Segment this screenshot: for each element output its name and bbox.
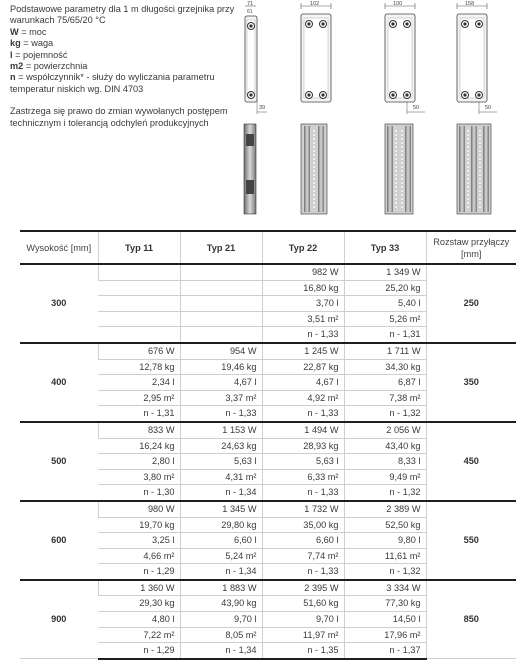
spacing-cell: 550 [426,501,516,580]
spacing-cell: 850 [426,580,516,659]
height-cell: 900 [20,580,98,659]
value-cell: n - 1,32 [344,564,426,580]
value-cell [98,264,180,280]
value-cell: 5,63 l [262,454,344,470]
value-cell: 29,30 kg [98,596,180,612]
legend-key: m2 [10,61,24,72]
value-cell: 3,80 m² [98,469,180,485]
value-cell: 4,80 l [98,612,180,628]
header-type33: Typ 33 [344,231,426,264]
notes-intro: Podstawowe parametry dla 1 m długości grzejnika przy warunkach 75/65/20 °C [10,4,235,26]
value-cell: 1 349 W [344,264,426,280]
radiator-diagrams [235,0,531,222]
header-type22: Typ 22 [262,231,344,264]
legend-key: W [10,26,19,37]
value-cell: 28,93 kg [262,438,344,454]
header-spacing: Rozstaw przyłączy [mm] [426,231,516,264]
value-cell: 2 056 W [344,422,426,438]
value-cell: 2,80 l [98,454,180,470]
legend-item [10,50,235,61]
value-cell: n - 1,34 [180,485,262,501]
height-cell: 500 [20,422,98,501]
value-cell: 9,70 l [180,612,262,628]
value-cell [180,296,262,312]
value-cell: 3,70 l [262,296,344,312]
value-cell: 5,24 m² [180,548,262,564]
value-cell: 9,70 l [262,612,344,628]
legend-item [10,38,235,49]
notes-disclaimer: Zastrzega się prawo do zmian wywołanych postępem technicznym i tolerancją odchyleń produkcyjnych [10,106,228,128]
parameters-notes [10,4,235,129]
type22-front-diagram [385,1,425,114]
value-cell: n - 1,34 [180,643,262,659]
value-cell: 35,00 kg [262,517,344,533]
type21-front-diagram [301,1,331,102]
legend-list [10,27,235,95]
value-cell: 19,70 kg [98,517,180,533]
value-cell: n - 1,30 [98,485,180,501]
value-cell: 24,63 kg [180,438,262,454]
dim-t21-top: 102 [310,1,320,7]
height-cell: 400 [20,343,98,422]
legend-key: n [10,72,16,83]
value-cell: 11,97 m² [262,627,344,643]
value-cell: 2 389 W [344,501,426,517]
value-cell: 52,50 kg [344,517,426,533]
value-cell: 4,67 l [180,375,262,391]
type11-side-section [244,124,256,214]
value-cell: n - 1,31 [344,327,426,343]
dim-t22-side: 50 [413,105,420,111]
value-cell: n - 1,29 [98,564,180,580]
table-header-row [20,231,516,264]
value-cell: 7,74 m² [262,548,344,564]
value-cell [98,311,180,327]
legend-desc: = powierzchnia [23,61,88,72]
value-cell: 1 360 W [98,580,180,596]
dim-t11-top: 71 [247,1,254,7]
value-cell: 25,20 kg [344,280,426,296]
value-cell: 11,61 m² [344,548,426,564]
value-cell: 2,34 l [98,375,180,391]
value-cell: 954 W [180,343,262,359]
height-cell: 600 [20,501,98,580]
value-cell: 29,80 kg [180,517,262,533]
value-cell: 8,05 m² [180,627,262,643]
value-cell [180,311,262,327]
type21-side-section [301,124,327,214]
value-cell: 51,60 kg [262,596,344,612]
value-cell [180,264,262,280]
table-row [20,580,516,596]
legend-desc: = pojemność [12,49,68,60]
value-cell: 1 494 W [262,422,344,438]
table-body [20,264,516,659]
value-cell: 14,50 l [344,612,426,628]
value-cell: 4,66 m² [98,548,180,564]
value-cell: 34,30 kg [344,359,426,375]
dim-t33-top: 158 [465,1,475,7]
type11-front-diagram [245,1,267,114]
value-cell: 833 W [98,422,180,438]
value-cell: 6,60 l [180,533,262,549]
value-cell: 3,25 l [98,533,180,549]
value-cell: n - 1,33 [180,406,262,422]
dim-t22-top: 100 [393,1,403,7]
value-cell: 4,67 l [262,375,344,391]
type22-side-section [385,124,413,214]
value-cell: 77,30 kg [344,596,426,612]
value-cell: 8,33 l [344,454,426,470]
value-cell: n - 1,33 [262,485,344,501]
value-cell: 1 883 W [180,580,262,596]
type33-side-section [457,124,491,214]
value-cell: 19,46 kg [180,359,262,375]
value-cell [98,280,180,296]
value-cell: 4,92 m² [262,390,344,406]
header-type11: Typ 11 [98,231,180,264]
value-cell: 980 W [98,501,180,517]
value-cell: n - 1,33 [262,327,344,343]
value-cell: 5,26 m² [344,311,426,327]
legend-desc: = współczynnik* - służy do wyliczania parametru temperatur niskich wg. DIN 4703 [10,72,215,94]
value-cell [180,327,262,343]
dim-t11-inner: 61 [247,9,253,15]
value-cell: 2 395 W [262,580,344,596]
value-cell: n - 1,33 [262,406,344,422]
legend-desc: = moc [18,26,47,37]
value-cell: 1 732 W [262,501,344,517]
value-cell: 12,78 kg [98,359,180,375]
value-cell: 3,51 m² [262,311,344,327]
value-cell: 6,87 l [344,375,426,391]
table-row [20,264,516,280]
value-cell: n - 1,29 [98,643,180,659]
spacing-cell: 250 [426,264,516,343]
legend-desc: = waga [20,38,54,49]
table-row [20,343,516,359]
value-cell: 43,90 kg [180,596,262,612]
spacing-cell: 450 [426,422,516,501]
value-cell: 16,24 kg [98,438,180,454]
value-cell: n - 1,33 [262,564,344,580]
legend-key: kg [10,38,21,49]
value-cell: n - 1,37 [344,643,426,659]
value-cell: n - 1,31 [98,406,180,422]
value-cell: 5,40 l [344,296,426,312]
value-cell: n - 1,35 [262,643,344,659]
value-cell: 7,38 m² [344,390,426,406]
value-cell [180,280,262,296]
table-row [20,501,516,517]
type33-front-diagram [457,1,497,114]
height-cell: 300 [20,264,98,343]
value-cell: 1 345 W [180,501,262,517]
radiator-spec-table [20,230,516,660]
value-cell: 3 334 W [344,580,426,596]
value-cell: 3,37 m² [180,390,262,406]
dim-t11-side: 39 [259,105,266,111]
value-cell [98,296,180,312]
value-cell: 43,40 kg [344,438,426,454]
value-cell: 22,87 kg [262,359,344,375]
value-cell: 5,63 l [180,454,262,470]
table-row [20,422,516,438]
value-cell: 16,80 kg [262,280,344,296]
value-cell: 2,95 m² [98,390,180,406]
legend-key: l [10,49,13,60]
spacing-cell: 350 [426,343,516,422]
legend-item [10,72,235,95]
value-cell: n - 1,34 [180,564,262,580]
value-cell: n - 1,32 [344,406,426,422]
dim-t33-side: 50 [485,105,492,111]
value-cell: 982 W [262,264,344,280]
value-cell: 17,96 m² [344,627,426,643]
header-type21: Typ 21 [180,231,262,264]
value-cell: 1 245 W [262,343,344,359]
value-cell: n - 1,32 [344,485,426,501]
value-cell: 676 W [98,343,180,359]
legend-item [10,61,235,72]
value-cell: 1 711 W [344,343,426,359]
value-cell [98,327,180,343]
value-cell: 7,22 m² [98,627,180,643]
legend-item [10,27,235,38]
value-cell: 9,80 l [344,533,426,549]
header-height: Wysokość [mm] [20,231,98,264]
value-cell: 4,31 m² [180,469,262,485]
value-cell: 6,60 l [262,533,344,549]
value-cell: 9,49 m² [344,469,426,485]
value-cell: 1 153 W [180,422,262,438]
value-cell: 6,33 m² [262,469,344,485]
